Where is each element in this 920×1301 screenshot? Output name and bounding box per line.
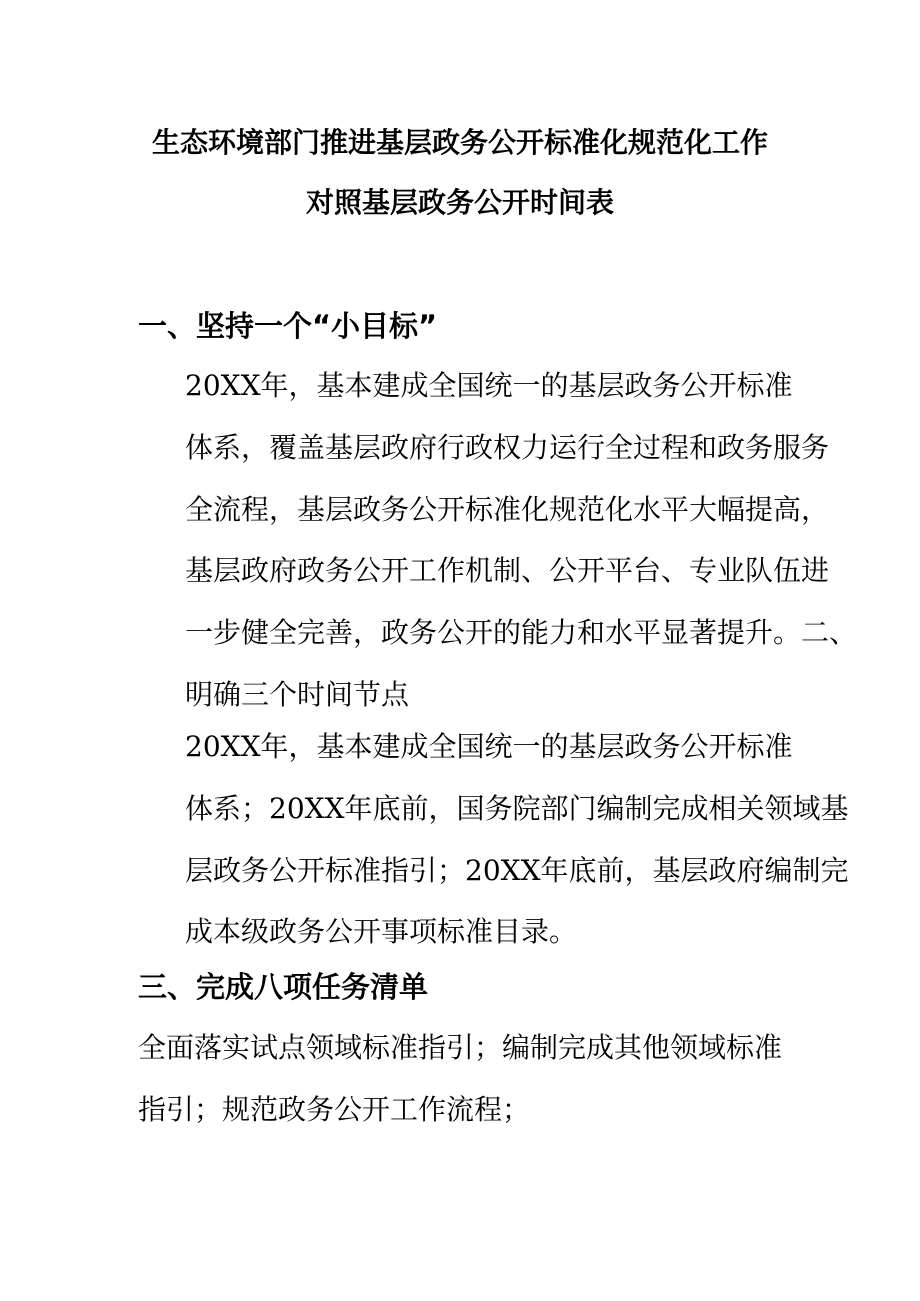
document-title-line-1: 生态环境部门推进基层政务公开标准化规范化工作	[151, 126, 768, 159]
section-1-line-1: 20XX年，基本建成全国统一的基层政务公开标准	[185, 369, 793, 402]
section-1-line-6: 明确三个时间节点	[185, 677, 410, 711]
section-1-heading: 一、坚持一个“小目标”	[138, 309, 438, 343]
section-1-line-5: 一步健全完善，政务公开的能力和水平显著提升。二、	[185, 616, 858, 650]
section-3-line-2: 指引；规范政务公开工作流程；	[138, 1092, 531, 1126]
section-3-heading: 三、完成八项任务清单	[138, 970, 429, 1004]
section-2-line-1: 20XX年，基本建成全国统一的基层政务公开标准	[185, 730, 793, 763]
section-2-paragraph	[138, 716, 849, 963]
section-1-line-2: 体系，覆盖基层政府行政权力运行全过程和政务服务	[185, 430, 830, 464]
section-3-paragraph	[138, 1017, 798, 1141]
section-2-line-4: 成本级政务公开事项标准目录。	[185, 915, 578, 949]
section-2-line-2: 体系；20XX年底前，国务院部门编制完成相关领域基	[185, 791, 849, 825]
section-2-line-3: 层政务公开标准指引；20XX年底前，基层政府编制完	[185, 853, 849, 887]
document-title-line-2: 对照基层政务公开时间表	[305, 186, 614, 219]
section-3-line-1: 全面落实试点领域标准指引；编制完成其他领域标准	[138, 1031, 783, 1064]
section-1-paragraph	[138, 355, 858, 726]
section-1-line-3: 全流程，基层政务公开标准化规范化水平大幅提高，	[185, 492, 830, 526]
section-1-line-4: 基层政府政务公开工作机制、公开平台、专业队伍进	[185, 554, 830, 588]
